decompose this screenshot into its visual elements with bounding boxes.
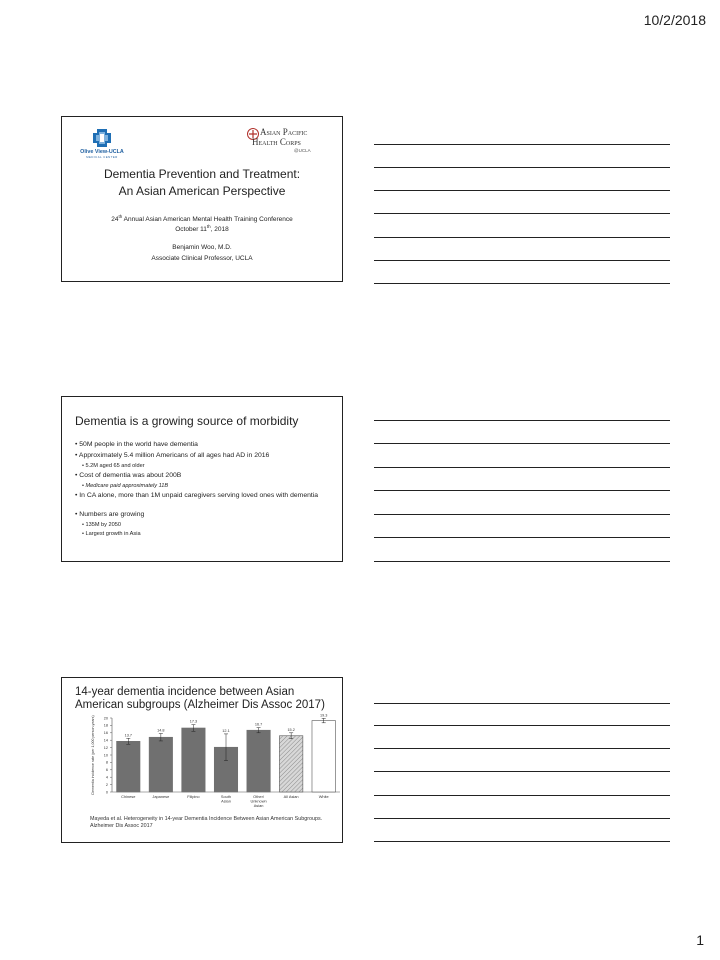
- slide-3-heading-line1: 14-year dementia incidence between Asian: [75, 686, 295, 698]
- bar-white: [312, 721, 335, 792]
- note-line: [374, 237, 670, 238]
- slide-3-incidence-chart: [61, 677, 343, 843]
- bar-chinese: [117, 741, 140, 792]
- slide-1-heading: [62, 166, 342, 200]
- note-line: [374, 467, 670, 468]
- y-tick-label: 8: [105, 760, 108, 765]
- note-line: [374, 537, 670, 538]
- conference-name: 24th Annual Asian American Mental Health Training Conference: [111, 214, 293, 224]
- bar-value-label: 16.7: [254, 722, 263, 727]
- note-line: [374, 725, 670, 726]
- category-label: White: [318, 794, 329, 799]
- logo-left-text: Olive View-UCLA: [80, 149, 124, 155]
- category-label: Chinese: [121, 794, 136, 799]
- slide-1-heading-line2: An Asian American Perspective: [118, 184, 286, 198]
- y-axis-label: Dementia incidence rate (per 1,000 person-years): [91, 715, 95, 795]
- bar-value-label: 19.3: [320, 713, 328, 718]
- category-label: Other/: [253, 794, 264, 799]
- citation-line1: Mayeda et al. Heterogeneity in 14-year Dementia Incidence Between Asian American Subgroups.: [90, 816, 323, 822]
- page-date: 10/2/2018: [643, 12, 706, 28]
- bar-all-asian: [279, 736, 302, 792]
- y-tick-label: 0: [105, 790, 108, 795]
- logo-right-line2: Health Corps: [252, 137, 301, 147]
- presenter-name: Benjamin Woo, M.D.: [172, 244, 232, 251]
- note-line: [374, 490, 670, 491]
- logo-left-sub: MEDICAL CENTER: [86, 155, 118, 159]
- note-line: [374, 420, 670, 421]
- slide-2-morbidity: [61, 396, 343, 562]
- bar-value-label: 12.1: [222, 728, 230, 733]
- bar-japanese: [149, 737, 172, 792]
- y-tick-label: 2: [105, 782, 108, 787]
- presenter-title: Associate Clinical Professor, UCLA: [151, 255, 253, 262]
- citation-line2: Alzheimer Dis Assoc 2017: [90, 823, 153, 829]
- bullet: • Numbers are growing: [75, 511, 145, 518]
- y-tick-label: 6: [105, 768, 108, 773]
- bullet: • 50M people in the world have dementia: [75, 441, 198, 448]
- category-label: South: [220, 794, 232, 799]
- page-number: 1: [696, 932, 704, 948]
- category-label: Unknown: [250, 798, 267, 804]
- sub-bullet: • 5.2M aged 65 and older: [82, 463, 145, 469]
- slide-1-title: [61, 116, 343, 282]
- category-label: Asian: [221, 798, 231, 804]
- note-line: [374, 561, 670, 562]
- note-line: [374, 144, 670, 145]
- note-line: [374, 190, 670, 191]
- category-label: Filipino: [187, 794, 200, 799]
- note-line: [374, 167, 670, 168]
- note-line: [374, 514, 670, 515]
- category-label: Japanese: [152, 794, 170, 799]
- bullet: • Approximately 5.4 million Americans of all ages had AD in 2016: [75, 452, 270, 459]
- slide-2-heading: Dementia is a growing source of morbidity: [75, 414, 299, 428]
- note-line: [374, 443, 670, 444]
- y-tick-label: 10: [103, 753, 108, 758]
- note-line: [374, 283, 670, 284]
- bar-value-label: 17.3: [189, 719, 198, 724]
- bar-value-label: 15.2: [287, 727, 295, 732]
- bar-value-label: 13.7: [124, 733, 132, 738]
- incidence-bar-chart: [90, 712, 344, 816]
- slide-3-heading-line2: American subgroups (Alzheimer Dis Assoc 2017): [75, 699, 325, 711]
- note-line: [374, 213, 670, 214]
- logo-right-line1: Asian Pacific: [260, 127, 308, 137]
- y-tick-label: 18: [103, 723, 108, 728]
- bar-filipino: [182, 728, 205, 792]
- y-tick-label: 12: [103, 745, 108, 750]
- sub-bullet: • Largest growth in Asia: [82, 531, 141, 537]
- bullet: • Cost of dementia was about 200B: [75, 472, 182, 479]
- slide-3-heading: [75, 686, 325, 712]
- olive-view-ucla-logo: [78, 127, 126, 161]
- y-tick-label: 16: [103, 731, 108, 736]
- note-line: [374, 771, 670, 772]
- logo-right-sub: @UCLA: [294, 148, 311, 153]
- asian-pacific-health-corps-logo: [242, 125, 330, 159]
- slide-1-heading-line1: Dementia Prevention and Treatment:: [103, 167, 301, 181]
- note-line: [374, 748, 670, 749]
- sub-bullet: • Medicare paid approximately 11B: [82, 483, 169, 489]
- bar-value-label: 14.8: [157, 728, 165, 733]
- y-tick-label: 4: [105, 775, 108, 780]
- bar-other-unknown-asian: [247, 730, 270, 792]
- category-label: Asian: [253, 802, 264, 808]
- sub-bullet: • 135M by 2050: [82, 522, 121, 528]
- note-line: [374, 703, 670, 704]
- category-label: All Asian: [283, 794, 299, 799]
- note-line: [374, 841, 670, 842]
- bullet: • In CA alone, more than 1M unpaid caregivers serving loved ones with dementia: [75, 492, 319, 499]
- conference-date: October 11th, 2018: [175, 224, 229, 234]
- note-line: [374, 260, 670, 261]
- y-tick-label: 14: [103, 738, 108, 743]
- y-tick-label: 20: [103, 716, 108, 721]
- note-line: [374, 818, 670, 819]
- note-line: [374, 795, 670, 796]
- slide-3-citation: [90, 816, 322, 830]
